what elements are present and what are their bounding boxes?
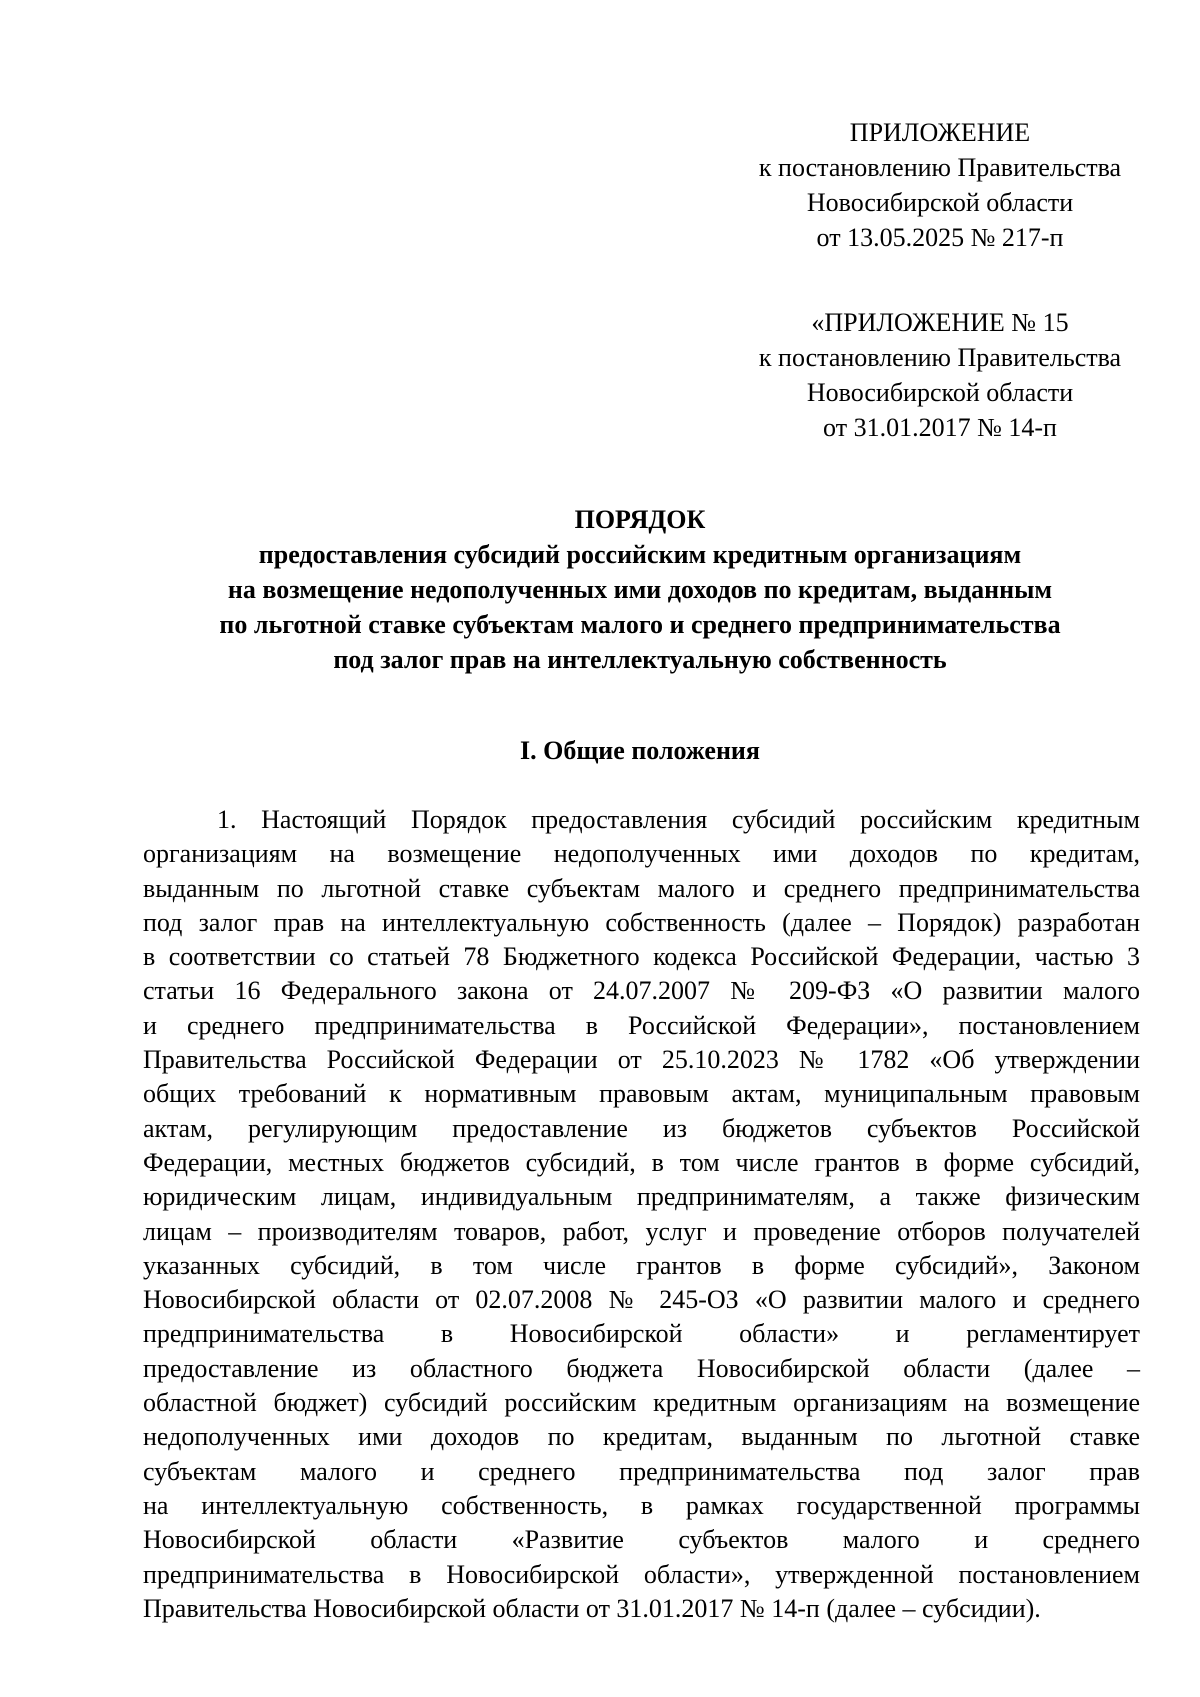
paragraph-line: предоставление из областного бюджета Новосибирской области (далее –: [143, 1353, 1140, 1383]
attachment-region: Новосибирской области: [806, 378, 1074, 407]
attachment-label: «ПРИЛОЖЕНИЕ № 15: [811, 308, 1069, 337]
attachment-resolution-ref: к постановлению Правительства: [758, 343, 1122, 372]
paragraph-line: недополученных ими доходов по кредитам, выданным по льготной ставке: [143, 1422, 1140, 1452]
paragraph-line: Новосибирской области от 02.07.2008 № 245-ОЗ «О развитии малого и среднего: [143, 1285, 1140, 1315]
attachment-header-current: [740, 115, 1140, 255]
paragraph-line: юридическим лицам, индивидуальным предпринимателям, а также физическим: [143, 1182, 1140, 1212]
paragraph-line: статьи 16 Федерального закона от 24.07.2007 № 209-ФЗ «О развитии малого: [143, 976, 1140, 1006]
paragraph-line: в соответствии со статьей 78 Бюджетного кодекса Российской Федерации, частью 3: [143, 942, 1140, 972]
paragraph-line: субъектам малого и среднего предпринимательства под залог прав: [143, 1456, 1140, 1486]
attachment-date-number: от 31.01.2017 № 14-п: [823, 413, 1057, 442]
paragraph-line: на интеллектуальную собственность, в рамках государственной программы: [143, 1490, 1140, 1520]
attachment-date-number: от 13.05.2025 № 217-п: [816, 223, 1064, 252]
title-line: под залог прав на интеллектуальную собственность: [333, 645, 947, 674]
title-line: ПОРЯДОК: [574, 505, 706, 534]
paragraph-line: общих требований к нормативным правовым актам, муниципальным правовым: [143, 1079, 1140, 1109]
paragraph-line: предпринимательства в Новосибирской области», утвержденной постановлением: [143, 1559, 1140, 1589]
paragraph-line: лицам – производителям товаров, работ, услуг и проведение отборов получателей: [143, 1216, 1140, 1246]
paragraph-line: Правительства Новосибирской области от 31.01.2017 № 14-п (далее – субсидии).: [143, 1593, 1041, 1623]
paragraph-line: предпринимательства в Новосибирской области» и регламентирует: [143, 1319, 1140, 1349]
document-title: [140, 502, 1140, 677]
paragraph-line: под залог прав на интеллектуальную собственность (далее – Порядок) разработан: [143, 907, 1140, 937]
attachment-region: Новосибирской области: [806, 188, 1074, 217]
paragraph-line: Правительства Российской Федерации от 25.10.2023 № 1782 «Об утверждении: [143, 1045, 1140, 1075]
section-heading: I. Общие положения: [520, 736, 760, 765]
paragraph-line: актам, регулирующим предоставление из бюджетов субъектов Российской: [143, 1113, 1140, 1143]
attachment-header-original: [740, 305, 1140, 445]
title-line: предоставления субсидий российским кредитным организациям: [258, 540, 1022, 569]
paragraph-line: 1. Настоящий Порядок предоставления субсидий российским кредитным: [217, 805, 1140, 834]
paragraph-line: и среднего предпринимательства в Российской Федерации», постановлением: [143, 1010, 1140, 1040]
paragraph-line: выданным по льготной ставке субъектам малого и среднего предпринимательства: [143, 873, 1140, 903]
title-line: по льготной ставке субъектам малого и среднего предпринимательства: [219, 610, 1061, 639]
paragraph-line: областной бюджет) субсидий российским кредитным организациям на возмещение: [143, 1388, 1140, 1418]
title-line: на возмещение недополученных ими доходов по кредитам, выданным: [227, 575, 1053, 604]
paragraph-line: Новосибирской области «Развитие субъектов малого и среднего: [143, 1525, 1140, 1555]
attachment-resolution-ref: к постановлению Правительства: [758, 153, 1122, 182]
paragraph-line: организациям на возмещение недополученных ими доходов по кредитам,: [143, 839, 1140, 869]
paragraph-1: [143, 803, 1140, 1626]
paragraph-line: указанных субсидий, в том числе грантов в форме субсидий», Законом: [143, 1250, 1140, 1280]
attachment-label: ПРИЛОЖЕНИЕ: [849, 118, 1031, 147]
paragraph-line: Федерации, местных бюджетов субсидий, в том числе грантов в форме субсидий,: [143, 1147, 1140, 1177]
